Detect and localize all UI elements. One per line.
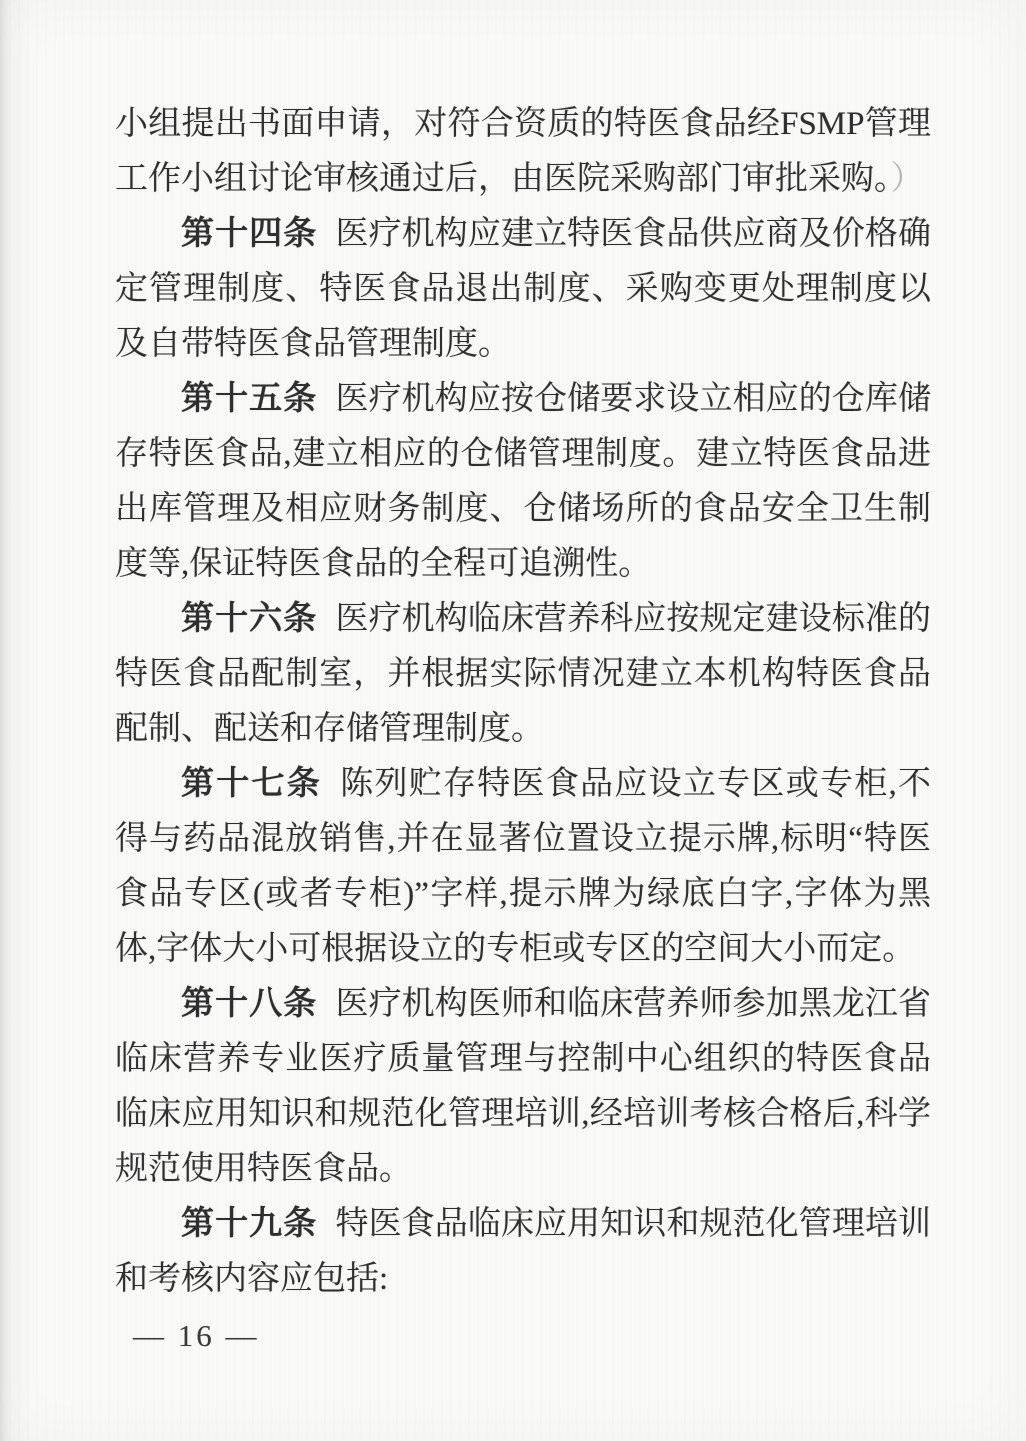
paragraph [115,592,931,757]
article-number: 第十四条 [181,216,318,252]
paragraph [115,207,931,372]
paragraph-text: 特医食品临床应用知识和规范化管理培训和考核内容应包括: [115,1206,932,1297]
paragraph-text: 医疗机构医师和临床营养师参加黑龙江省临床营养专业医疗质量管理与控制中心组织的特医食品临床应用知识和规范化管理培训,经培训考核合格后,科学规范使用特医食品。 [115,986,932,1187]
paragraph [115,97,931,207]
paragraph-text: 小组提出书面申请，对符合资质的特医食品经FSMP管理工作小组讨论审核通过后，由医院采购部门审批采购。 [115,106,931,197]
paragraph-text: 医疗机构应建立特医食品供应商及价格确定管理制度、特医食品退出制度、采购变更处理制度以及自带特医食品管理制度。 [115,216,932,362]
paragraph-text: 陈列贮存特医食品应设立专区或专柜,不得与药品混放销售,并在显著位置设立提示牌,标明“特医食品专区(或者专柜)”字样,提示牌为绿底白字,字体为黑体,字体大小可根据设立的专柜或专区的空间大小而定。 [115,766,932,967]
faint-closing-paren: ） [890,161,924,197]
paragraph-text: 医疗机构应按仓储要求设立相应的仓库储存特医食品,建立相应的仓储管理制度。建立特医食品进出库管理及相应财务制度、仓储场所的食品安全卫生制度等,保证特医食品的全程可追溯性。 [115,381,932,582]
paragraph-text: 医疗机构临床营养科应按规定建设标准的特医食品配制室，并根据实际情况建立本机构特医食品配制、配送和存储管理制度。 [115,601,932,747]
article-number: 第十五条 [181,381,318,417]
paragraph [115,977,931,1197]
page-number: — 16 — [133,1318,260,1353]
article-number: 第十九条 [181,1206,318,1242]
article-number: 第十七条 [181,766,323,802]
article-number: 第十六条 [181,601,318,637]
paragraph [115,1197,931,1307]
paragraph [115,757,931,977]
article-number: 第十八条 [181,986,318,1022]
paragraph [115,372,931,592]
document-text-column [115,97,931,1307]
